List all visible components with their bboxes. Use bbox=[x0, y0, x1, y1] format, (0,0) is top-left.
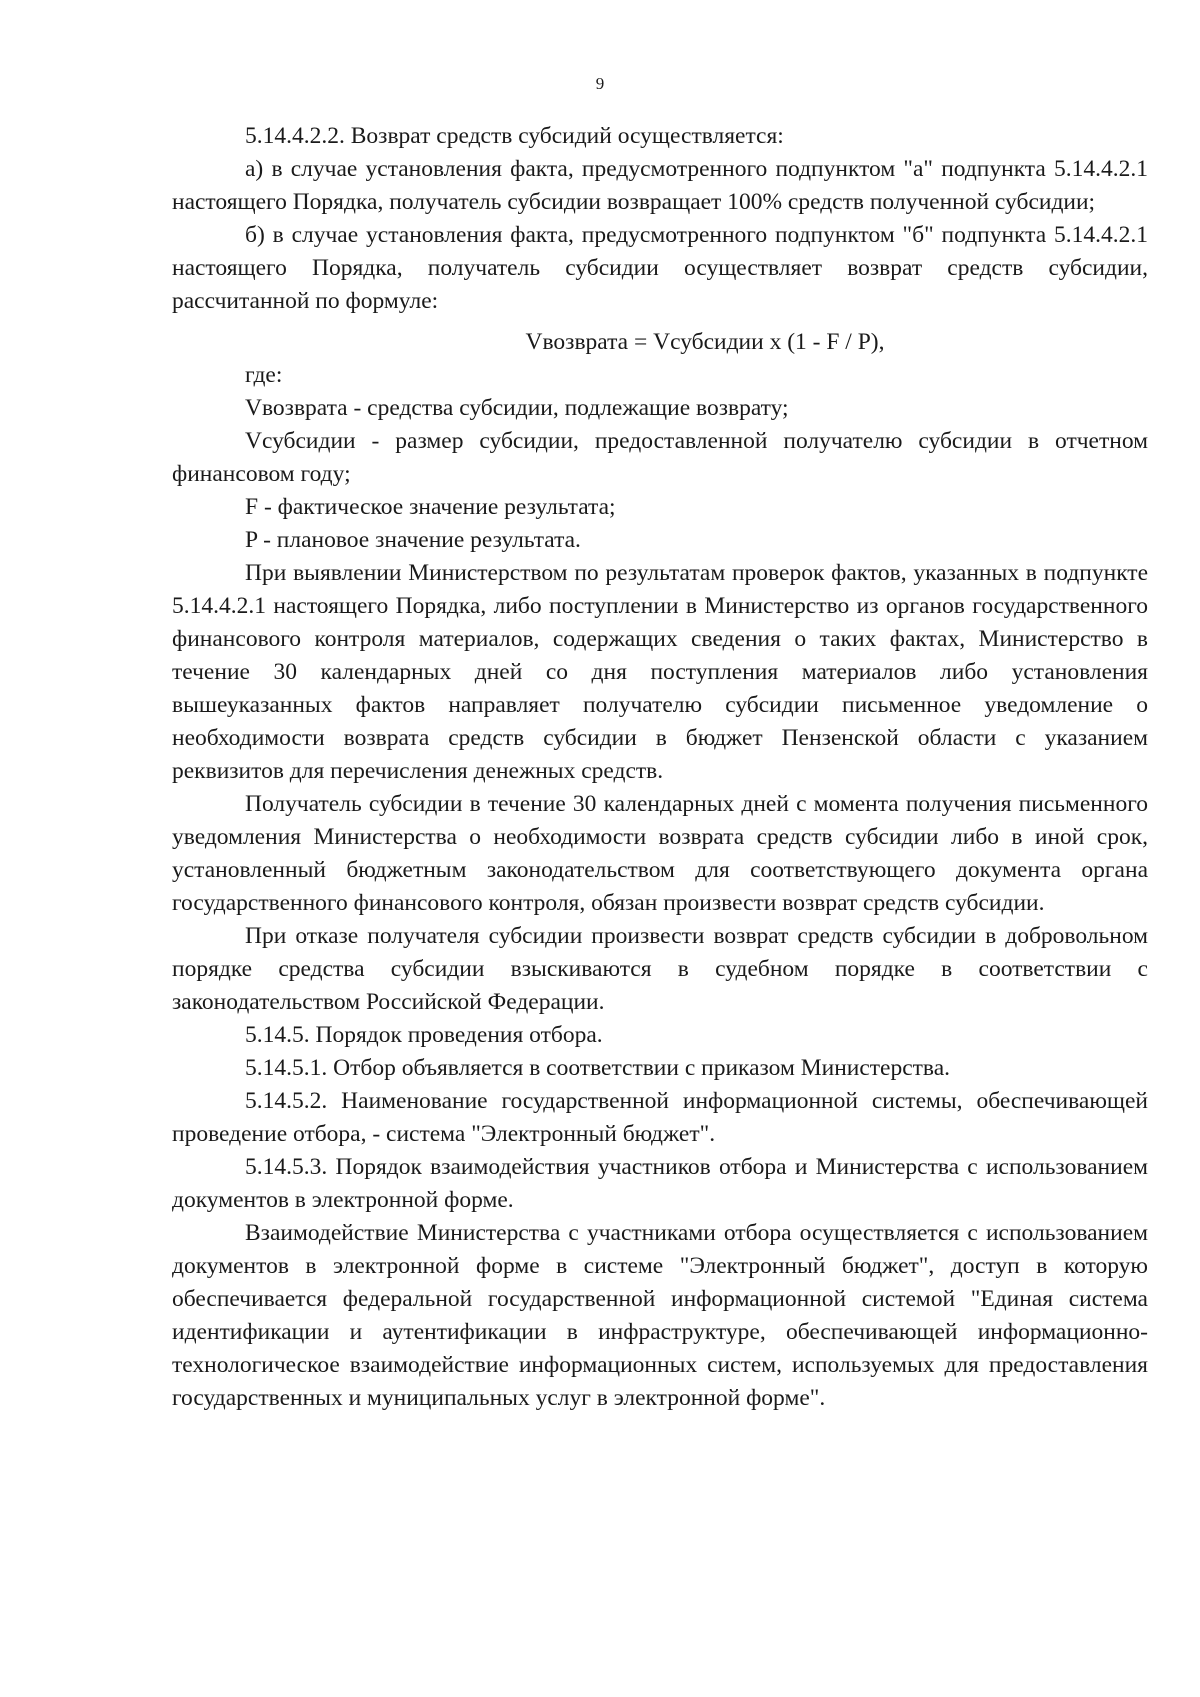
document-body bbox=[172, 120, 1148, 1415]
paragraph-5-14-5: 5.14.5. Порядок проведения отбора. bbox=[245, 1022, 603, 1048]
page-number: 9 bbox=[595, 74, 605, 93]
paragraph-where: где: bbox=[245, 362, 283, 388]
paragraph-electronic-interaction: Взаимодействие Министерства с участниками отбора осуществляется с использованием документов в электронной форме в системе "Электронный бюджет", доступ в которую обеспечивается федеральной государственной информационной системой "Единая система идентификации и аутентификации в инфраструктуре, обеспечивающей информационно-технологическое взаимодействие информационных систем, используемых для предоставления государственных и муниципальных услуг в электронной форме". bbox=[172, 1220, 1148, 1411]
definition-v-return: Vвозврата - средства субсидии, подлежащие возврату; bbox=[245, 395, 789, 421]
paragraph-refusal: При отказе получателя субсидии произвести возврат средств субсидии в добровольном порядке средства субсидии взыскиваются в судебном порядке в соответствии с законодательством Российской Федерации. bbox=[172, 923, 1148, 1015]
paragraph-5-14-5-2: 5.14.5.2. Наименование государственной информационной системы, обеспечивающей проведение отбора, - система "Электронный бюджет". bbox=[172, 1088, 1148, 1147]
definition-f: F - фактическое значение результата; bbox=[245, 494, 616, 520]
return-formula: Vвозврата = Vсубсидии x (1 - F / P), bbox=[525, 329, 885, 355]
paragraph-return-deadline: Получатель субсидии в течение 30 календарных дней с момента получения письменного уведомления Министерства о необходимости возврата средств субсидии либо в иной срок, установленный бюджетным законодательством для соответствующего документа органа государственного финансового контроля, обязан произвести возврат средств субсидии. bbox=[172, 791, 1148, 916]
definition-v-subsidy: Vсубсидии - размер субсидии, предоставленной получателю субсидии в отчетном финансовом году; bbox=[172, 428, 1148, 487]
paragraph-inspection-results: При выявлении Министерством по результатам проверок фактов, указанных в подпункте 5.14.4.2.1 настоящего Порядка, либо поступлении в Министерство из органов государственного финансового контроля материалов, содержащих сведения о таких фактах, Министерство в течение 30 календарных дней со дня поступления материалов либо установления вышеуказанных фактов направляет получателю субсидии письменное уведомление о необходимости возврата средств субсидии в бюджет Пензенской области с указанием реквизитов для перечисления денежных средств. bbox=[172, 560, 1148, 784]
paragraph-5-14-5-1: 5.14.5.1. Отбор объявляется в соответствии с приказом Министерства. bbox=[245, 1055, 951, 1081]
paragraph-item-a: а) в случае установления факта, предусмотренного подпунктом "а" подпункта 5.14.4.2.1 настоящего Порядка, получатель субсидии возвращает 100% средств полученной субсидии; bbox=[172, 156, 1148, 215]
paragraph-5-14-4-2-2: 5.14.4.2.2. Возврат средств субсидий осуществляется: bbox=[245, 123, 784, 149]
definition-p: P - плановое значение результата. bbox=[245, 527, 581, 553]
paragraph-5-14-5-3: 5.14.5.3. Порядок взаимодействия участников отбора и Министерства с использованием документов в электронной форме. bbox=[172, 1154, 1148, 1213]
paragraph-item-b: б) в случае установления факта, предусмотренного подпунктом "б" подпункта 5.14.4.2.1 настоящего Порядка, получатель субсидии осуществляет возврат средств субсидии, рассчитанной по формуле: bbox=[172, 222, 1148, 314]
